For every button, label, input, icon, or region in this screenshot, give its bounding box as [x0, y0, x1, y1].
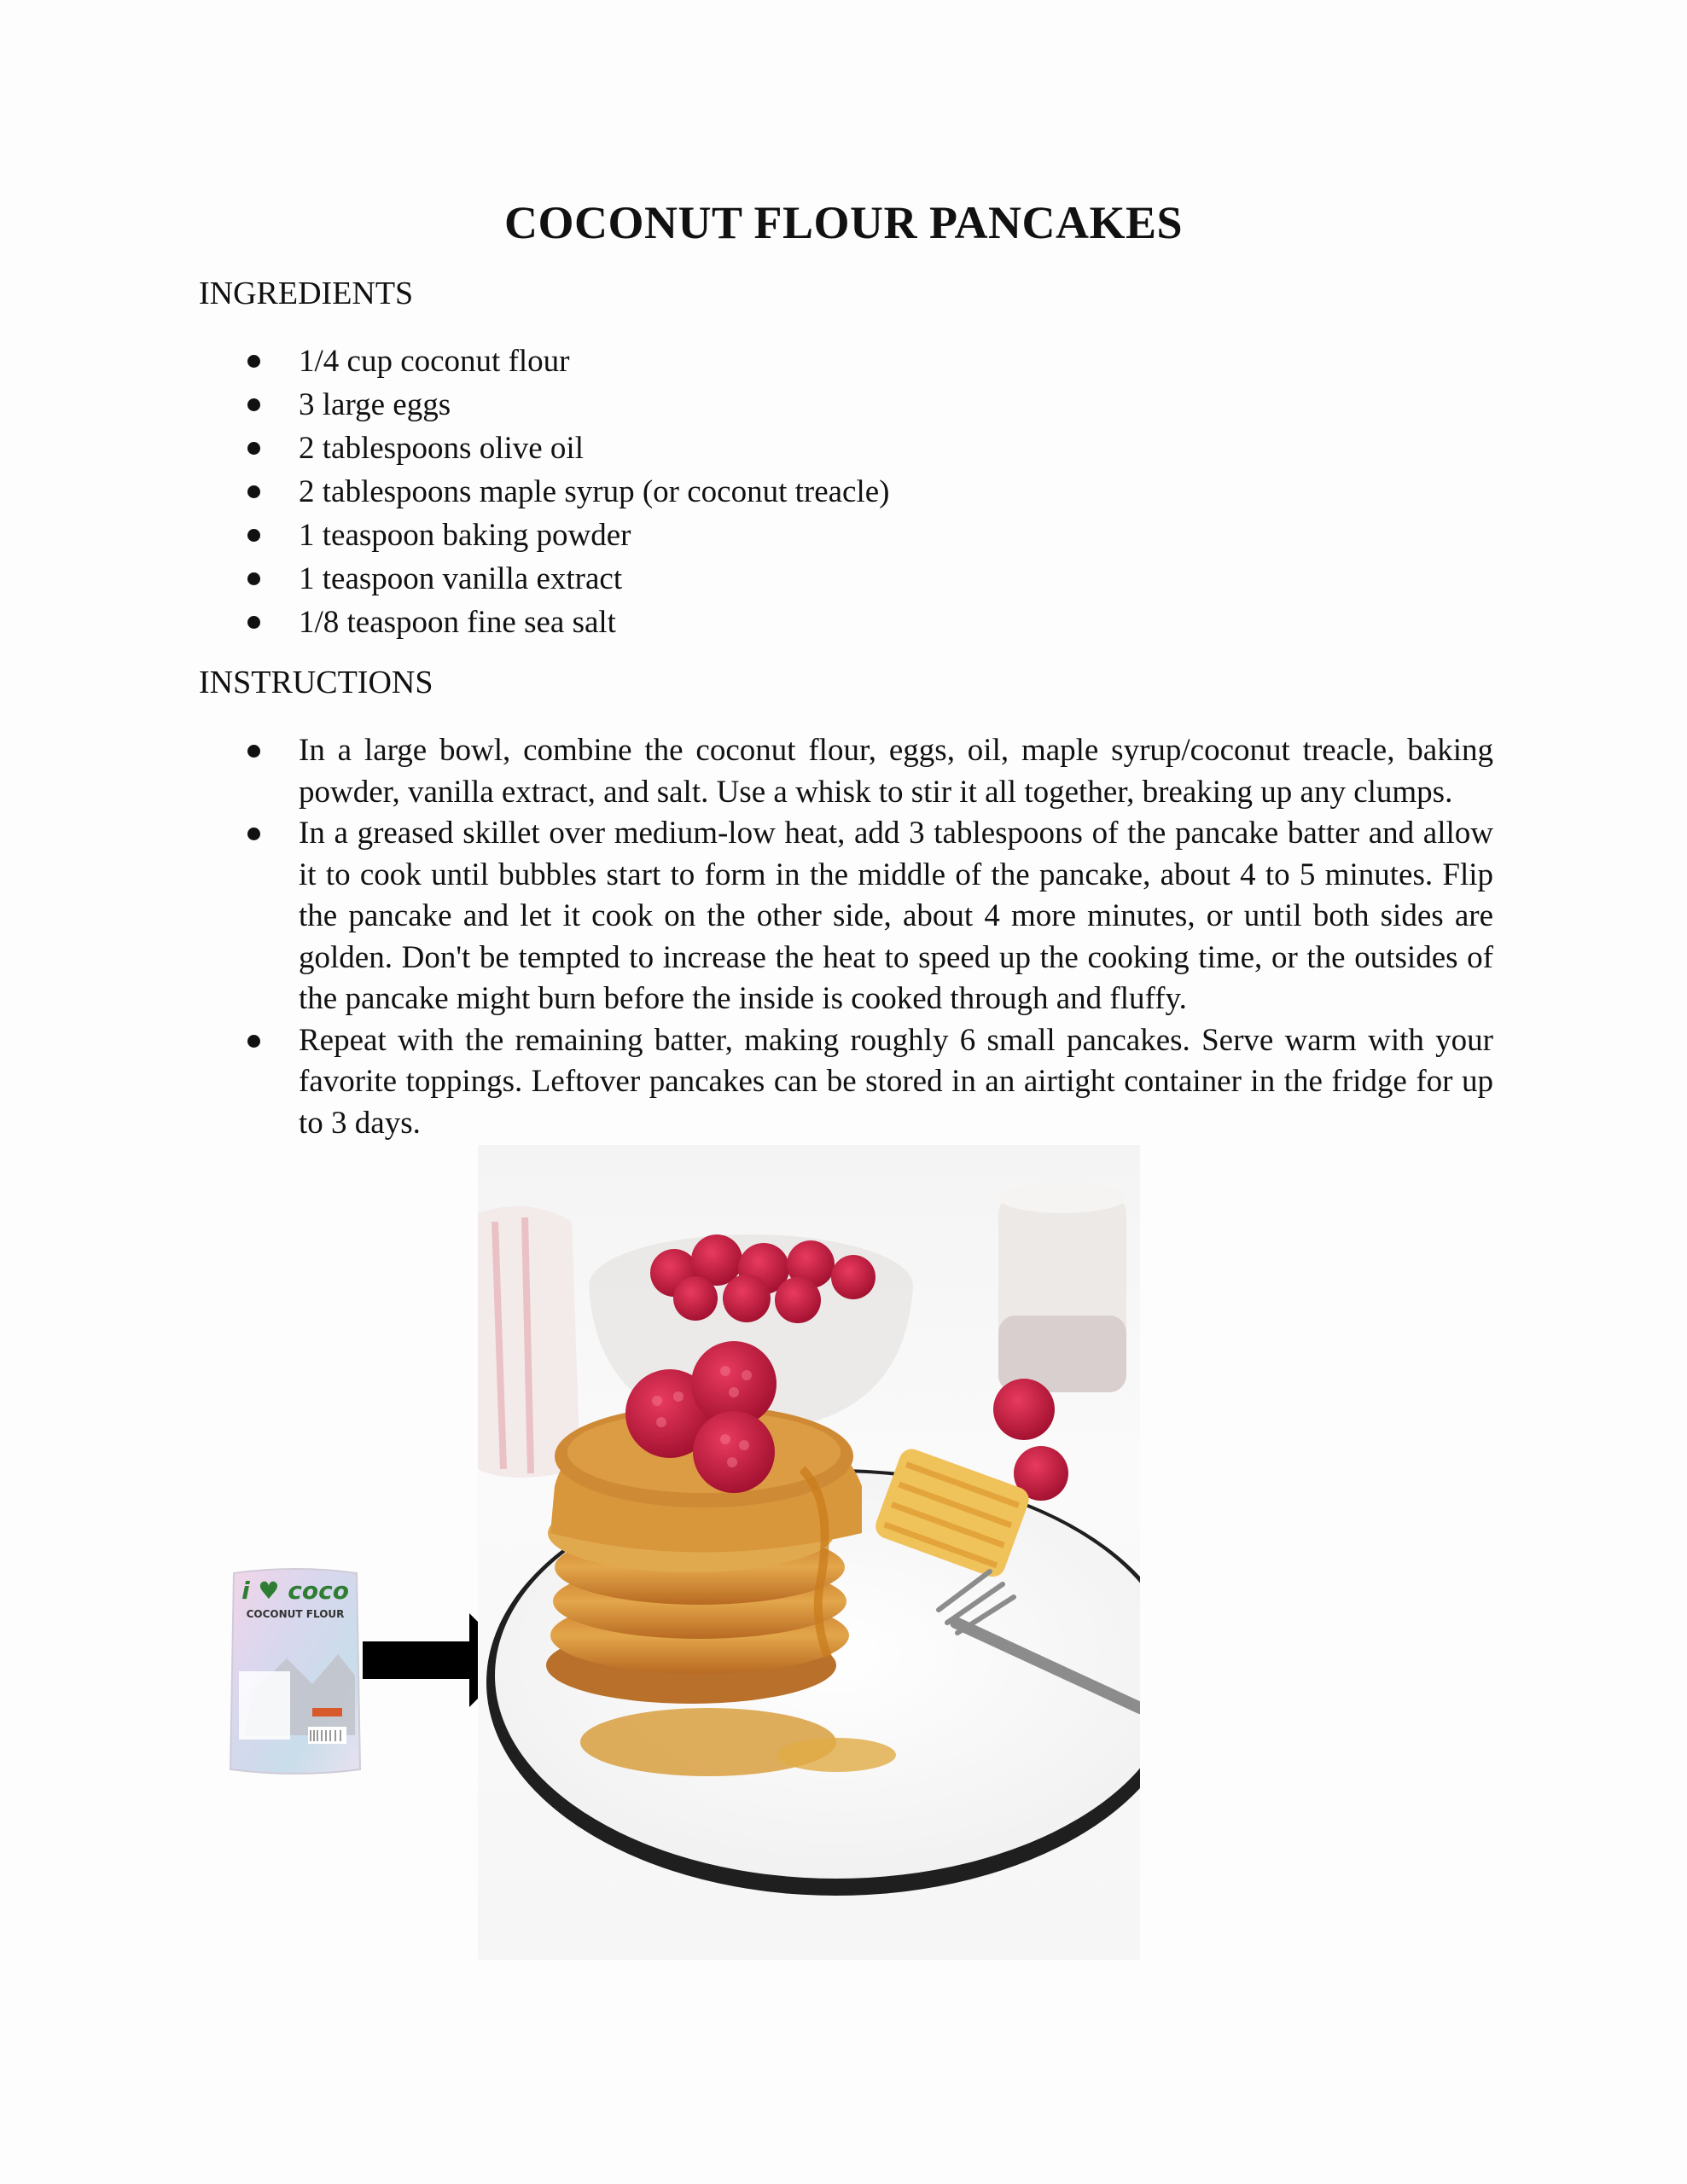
ingredients-list	[247, 340, 1493, 644]
ingredient-item: 1 teaspoon baking powder	[247, 514, 1493, 557]
instruction-step: In a large bowl, combine the coconut flour, eggs, oil, maple syrup/coconut treacle, baking powder, vanilla extract, and salt. Use a whisk to stir it all together, breaking up any clumps.	[247, 730, 1493, 813]
ingredient-item: 2 tablespoons olive oil	[247, 427, 1493, 470]
instructions-heading: INSTRUCTIONS	[199, 665, 433, 700]
coconut-flour-product-image	[227, 1565, 364, 1778]
product-name-label: COCONUT FLOUR	[246, 1608, 345, 1620]
ingredient-item: 1/4 cup coconut flour	[247, 340, 1493, 383]
page-title: COCONUT FLOUR PANCAKES	[503, 197, 1184, 248]
pancake-photo	[478, 1145, 1140, 1960]
ingredient-item: 2 tablespoons maple syrup (or coconut treacle)	[247, 470, 1493, 514]
instruction-step: Repeat with the remaining batter, making roughly 6 small pancakes. Serve warm with your favorite toppings. Leftover pancakes can be stored in an airtight container in the fridge for up to 3 days.	[247, 1020, 1493, 1145]
product-brand-label: i ♥ coco	[241, 1577, 349, 1605]
ingredient-item: 3 large eggs	[247, 383, 1493, 427]
instructions-list	[247, 730, 1493, 1144]
ingredient-item: 1 teaspoon vanilla extract	[247, 557, 1493, 601]
ingredients-heading: INGREDIENTS	[199, 276, 414, 311]
ingredient-item: 1/8 teaspoon fine sea salt	[247, 601, 1493, 644]
instruction-step: In a greased skillet over medium-low heat, add 3 tablespoons of the pancake batter and allow it to cook until bubbles start to form in the middle of the pancake, about 4 to 5 minutes. Flip the pancake and let it cook on the other side, about 4 more minutes, or until both sides are golden. Don't be tempted to increase the heat to speed up the cooking time, or the outsides of the pancake might burn before the inside is cooked through and fluffy.	[247, 813, 1493, 1020]
